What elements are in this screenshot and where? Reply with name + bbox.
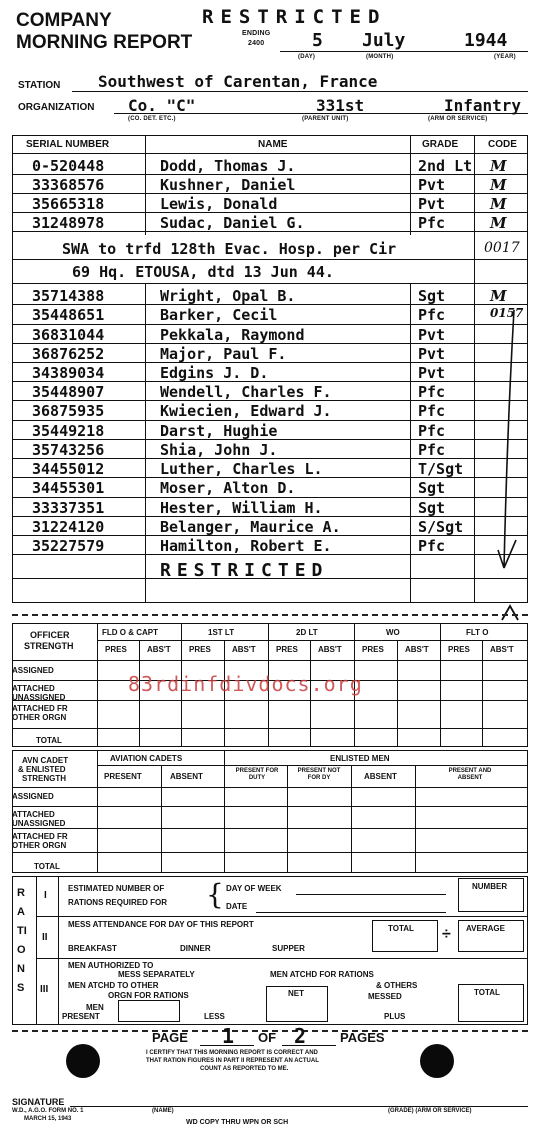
table-row — [12, 400, 528, 421]
station-value: Southwest of Carentan, France — [98, 72, 378, 91]
row-divider — [12, 304, 528, 305]
organization-label: ORGANIZATION — [18, 102, 95, 113]
messed-label: MESSED — [368, 992, 402, 1001]
form-date: MARCH 15, 1943 — [24, 1116, 72, 1122]
serial-number: 35714388 — [32, 287, 105, 305]
enlisted-title-1: AVN CADET — [22, 756, 69, 765]
officer-col-2d-lt: 2D LT — [296, 628, 318, 637]
brace: { — [206, 878, 224, 911]
month-caption: (MONTH) — [366, 54, 394, 60]
report-day: 5 — [312, 30, 323, 51]
men-atchd-to-other-1: MEN ATCHD TO OTHER — [68, 981, 159, 990]
ending-label: ENDING — [242, 30, 271, 37]
present-not-for-duty: PRESENT NOT FOR DY — [297, 768, 341, 781]
row-divider — [12, 324, 528, 325]
number-label: NUMBER — [472, 882, 508, 891]
pres-subheader: PRES — [362, 645, 384, 654]
organization-company: Co. "C" — [128, 96, 196, 115]
abst-subheader: ABS'T — [318, 645, 342, 654]
day-of-week-label: DAY OF WEEK — [226, 884, 282, 893]
bottom-note: WD COPY THRU WPN OR SCH — [186, 1119, 289, 1126]
row-divider — [12, 458, 528, 459]
code: 0157 — [490, 306, 524, 320]
soldier-name: Edgins J. D. — [160, 364, 269, 382]
table-row — [12, 381, 528, 402]
table-row — [12, 535, 528, 556]
divide-sign: ÷ — [442, 926, 451, 943]
abst-subheader: ABS'T — [147, 645, 171, 654]
cadet-absent: ABSENT — [170, 772, 203, 781]
serial-number: 34389034 — [32, 364, 105, 382]
officer-col-fld: FLD O & CAPT — [102, 628, 158, 637]
signature-label: SIGNATURE — [12, 1097, 65, 1107]
serial-number: 35665318 — [32, 195, 105, 213]
grade: Pvt — [418, 364, 446, 382]
restricted-bottom-stamp: RESTRICTED — [160, 560, 329, 581]
enlisted-title-2: & ENLISTED — [18, 765, 66, 774]
soldier-name: Hester, William H. — [160, 499, 323, 517]
supper-label: SUPPER — [272, 944, 305, 953]
abst-subheader: ABS'T — [405, 645, 429, 654]
soldier-name: Luther, Charles L. — [160, 460, 323, 478]
serial-number: 35448651 — [32, 306, 105, 324]
certification-1: I CERTIFY THAT THIS MORNING REPORT IS CORRECT AND — [146, 1050, 318, 1056]
year-caption: (YEAR) — [494, 54, 516, 60]
table-row — [12, 343, 528, 364]
serial-number: 34455301 — [32, 479, 105, 497]
table-row — [12, 285, 528, 306]
serial-number: 35449218 — [32, 422, 105, 440]
grade: T/Sgt — [418, 460, 464, 478]
soldier-name: Sudac, Daniel G. — [160, 214, 305, 232]
serial-number: 31248978 — [32, 214, 105, 232]
soldier-name: Kwiecien, Edward J. — [160, 402, 332, 420]
men-authorized-1: MEN AUTHORIZED TO — [68, 961, 154, 970]
row-divider — [12, 400, 528, 401]
grade: S/Sgt — [418, 518, 464, 536]
enlisted-title-3: STRENGTH — [22, 774, 66, 783]
men-atchd-for-rations: MEN ATCHD FOR RATIONS — [270, 970, 374, 979]
officer-row-total: TOTAL — [36, 736, 62, 745]
table-row — [12, 155, 528, 176]
punch-hole-right — [420, 1044, 454, 1078]
serial-number: 35227579 — [32, 537, 105, 555]
row-divider — [12, 231, 528, 232]
grade: Pfc — [418, 383, 446, 401]
row-divider — [12, 381, 528, 382]
officer-col-1st-lt: 1ST LT — [208, 628, 235, 637]
serial-number: 0-520448 — [32, 157, 105, 175]
soldier-name: Lewis, Donald — [160, 195, 278, 213]
row-divider — [12, 259, 528, 260]
table-row — [12, 497, 528, 518]
officer-row-attached-unassigned: ATTACHED UNASSIGNED — [12, 684, 66, 702]
code: M — [490, 176, 507, 194]
row-divider — [12, 535, 528, 536]
remark-line-1: SWA to trfd 128th Evac. Hosp. per Cir — [62, 240, 397, 258]
soldier-name: Darst, Hughie — [160, 422, 278, 440]
average-label: AVERAGE — [466, 924, 505, 933]
day-caption: (DAY) — [298, 54, 316, 60]
soldier-name: Belanger, Maurice A. — [160, 518, 341, 536]
row-divider — [12, 578, 528, 579]
grade-caption: (GRADE) (ARM OR SERVICE) — [388, 1108, 472, 1114]
row-divider — [12, 174, 528, 175]
grade: Sgt — [418, 499, 446, 517]
estimated-number: ESTIMATED NUMBER OF — [68, 884, 165, 893]
roman-3: III — [40, 984, 49, 995]
table-row — [12, 477, 528, 498]
row-divider — [12, 477, 528, 478]
enlisted-row-total: TOTAL — [34, 862, 60, 871]
code: M — [490, 195, 507, 213]
organization-arm: Infantry — [444, 96, 522, 115]
company-caption: (CO. DET. ETC.) — [128, 116, 176, 122]
officer-title-1: OFFICER — [30, 630, 70, 640]
table-row — [12, 212, 528, 233]
check-mark — [484, 300, 524, 600]
total-rations-label: TOTAL — [474, 988, 500, 997]
grade: Pfc — [418, 537, 446, 555]
row-divider — [12, 420, 528, 421]
certification-2: THAT RATION FIGURES IN PART II REPRESENT AN ACTUAL — [146, 1058, 319, 1064]
table-row — [12, 362, 528, 383]
grade: Pvt — [418, 176, 446, 194]
ending-time: 2400 — [248, 40, 265, 47]
soldier-name: Hamilton, Robert E. — [160, 537, 332, 555]
row-divider — [12, 439, 528, 440]
row-divider — [12, 497, 528, 498]
abst-subheader: ABS'T — [490, 645, 514, 654]
report-month: July — [362, 30, 406, 51]
page-label: PAGE — [152, 1030, 188, 1045]
mess-attendance: MESS ATTENDANCE FOR DAY OF THIS REPORT — [68, 920, 254, 929]
serial-number: 36831044 — [32, 326, 105, 344]
table-row — [12, 174, 528, 195]
less-label: LESS — [204, 1012, 225, 1021]
soldier-name: Wendell, Charles F. — [160, 383, 332, 401]
code: M — [490, 287, 507, 305]
mess-total-label: TOTAL — [388, 924, 414, 933]
grade: Pfc — [418, 422, 446, 440]
table-row — [12, 304, 528, 325]
station-label: STATION — [18, 80, 61, 91]
soldier-name: Kushner, Daniel — [160, 176, 296, 194]
certification-3: COUNT AS REPORTED TO ME. — [200, 1066, 289, 1072]
row-divider — [12, 212, 528, 213]
row-divider — [12, 283, 528, 284]
code: M — [490, 214, 507, 232]
soldier-name: Barker, Cecil — [160, 306, 278, 324]
soldier-name: Moser, Alton D. — [160, 479, 296, 497]
officer-row-assigned: ASSIGNED — [12, 666, 54, 675]
grade: Pfc — [418, 214, 446, 232]
form-number: W.D., A.G.O. FORM NO. 1 — [12, 1108, 84, 1114]
grade: Pfc — [418, 306, 446, 324]
dinner-label: DINNER — [180, 944, 211, 953]
soldier-name: Wright, Opal B. — [160, 287, 296, 305]
soldier-name: Pekkala, Raymond — [160, 326, 305, 344]
serial-number: 36876252 — [32, 345, 105, 363]
enlisted-men-header: ENLISTED MEN — [330, 754, 390, 763]
serial-number: 36875935 — [32, 402, 105, 420]
row-divider — [12, 554, 528, 555]
men-authorized-2: MESS SEPARATELY — [118, 970, 195, 979]
row-divider — [12, 343, 528, 344]
pages-label: PAGES — [340, 1030, 385, 1045]
date-label: DATE — [226, 902, 248, 911]
table-row — [12, 420, 528, 441]
watermark: 83rdinfdivdocs.org — [128, 672, 363, 696]
pres-subheader: PRES — [189, 645, 211, 654]
caret-mark — [498, 602, 522, 624]
cadet-present: PRESENT — [104, 772, 142, 781]
officer-title-2: STRENGTH — [24, 641, 74, 651]
serial-number: 34455012 — [32, 460, 105, 478]
serial-number: 31224120 — [32, 518, 105, 536]
remark-code: 0017 — [484, 240, 520, 256]
soldier-name: Shia, John J. — [160, 441, 278, 459]
pres-subheader: PRES — [276, 645, 298, 654]
grade: Pfc — [418, 441, 446, 459]
plus-label: PLUS — [384, 1012, 406, 1021]
name-header: NAME — [258, 139, 288, 150]
present-for-duty: PRESENT FOR DUTY — [235, 768, 279, 781]
parent-unit-caption: (PARENT UNIT) — [302, 116, 349, 122]
grade: Pvt — [418, 345, 446, 363]
soldier-name: Dodd, Thomas J. — [160, 157, 296, 175]
officer-row-attached-other: ATTACHED FR OTHER ORGN — [12, 704, 68, 722]
men-atchd-to-other-2: ORGN FOR RATIONS — [108, 991, 189, 1000]
table-row — [12, 439, 528, 460]
roman-1: I — [44, 890, 47, 901]
pres-subheader: PRES — [448, 645, 470, 654]
soldier-name: Major, Paul F. — [160, 345, 287, 363]
grade: Pvt — [418, 195, 446, 213]
pres-subheader: PRES — [105, 645, 127, 654]
enlisted-row-attached-other: ATTACHED FR OTHER ORGN — [12, 832, 68, 850]
enlisted-row-assigned: ASSIGNED — [12, 792, 54, 801]
officer-col-wo: WO — [386, 628, 400, 637]
serial-number: 35448907 — [32, 383, 105, 401]
men-present-2: PRESENT — [62, 1012, 100, 1021]
present-and-absent: PRESENT AND ABSENT — [448, 768, 492, 781]
arm-caption: (ARM OR SERVICE) — [428, 116, 488, 122]
of-label: OF — [258, 1030, 277, 1045]
men-present-1: MEN — [86, 1003, 104, 1012]
enlisted-row-attached-unassigned: ATTACHED UNASSIGNED — [12, 810, 66, 828]
officer-col-flt-o: FLT O — [466, 628, 489, 637]
restricted-top-stamp: RESTRICTED — [202, 6, 387, 28]
others-label: & OTHERS — [376, 981, 418, 990]
table-row — [12, 516, 528, 537]
abst-subheader: ABS'T — [232, 645, 256, 654]
page-number: 1 — [222, 1024, 235, 1048]
grade: Sgt — [418, 479, 446, 497]
code-header: CODE — [488, 139, 517, 150]
table-row — [12, 324, 528, 345]
breakfast-label: BREAKFAST — [68, 944, 117, 953]
men-present-box — [118, 1000, 180, 1022]
organization-parent-unit: 331st — [316, 96, 365, 115]
serial-number-header: SERIAL NUMBER — [26, 139, 110, 150]
aviation-cadets-header: AVIATION CADETS — [110, 754, 183, 763]
grade: 2nd Lt — [418, 157, 473, 175]
grade: Pvt — [418, 326, 446, 344]
rations-required: RATIONS REQUIRED FOR — [68, 898, 167, 907]
row-divider — [12, 193, 528, 194]
grade: Pfc — [418, 402, 446, 420]
total-pages: 2 — [294, 1024, 307, 1048]
name-caption: (NAME) — [152, 1108, 174, 1114]
serial-number: 35743256 — [32, 441, 105, 459]
table-row — [12, 458, 528, 479]
net-label: NET — [288, 989, 304, 998]
rations-side-label: RATIONS — [17, 887, 27, 994]
report-year: 1944 — [464, 30, 508, 51]
grade-header: GRADE — [422, 139, 459, 150]
code: M — [490, 157, 507, 175]
enlisted-absent: ABSENT — [364, 772, 397, 781]
remark-line-2: 69 Hq. ETOUSA, dtd 13 Jun 44. — [72, 263, 334, 281]
roman-2: II — [42, 932, 48, 943]
form-title-morning-report: MORNING REPORT — [16, 32, 193, 53]
punch-hole-left — [66, 1044, 100, 1078]
row-divider — [12, 516, 528, 517]
serial-number: 33337351 — [32, 499, 105, 517]
table-row — [12, 193, 528, 214]
form-title-company: COMPANY — [16, 10, 112, 31]
serial-number: 33368576 — [32, 176, 105, 194]
grade: Sgt — [418, 287, 446, 305]
row-divider — [12, 362, 528, 363]
